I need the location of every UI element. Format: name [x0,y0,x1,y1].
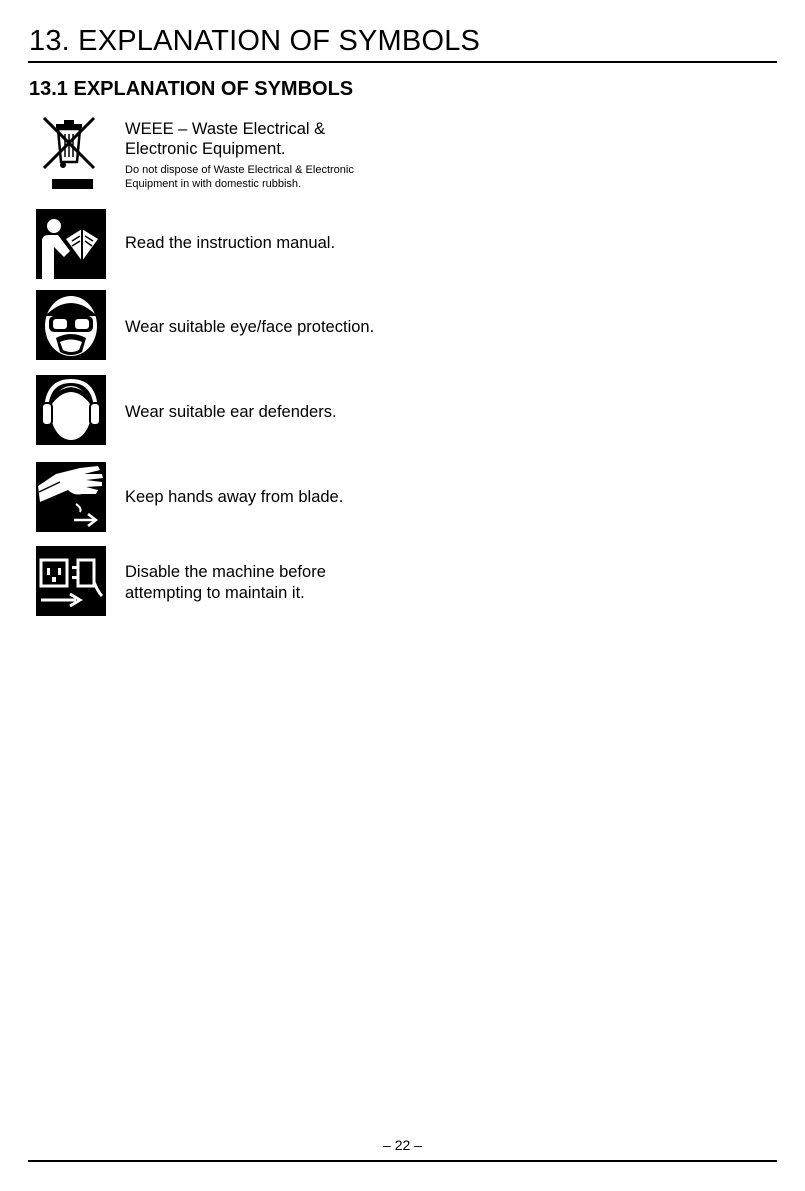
weee-title-line1: WEEE – Waste Electrical & [125,120,326,138]
page-title: 13. EXPLANATION OF SYMBOLS [29,25,481,57]
disconnect-power-icon [36,546,106,616]
title-divider [28,61,777,63]
read-manual-icon [36,209,106,279]
weee-title-line2: Electronic Equipment. [125,140,286,158]
ear-defenders-text: Wear suitable ear defenders. [125,403,337,421]
page-number: – 22 – [383,1137,422,1153]
crossed-out-wheelie-bin-icon [40,114,98,192]
eye-face-protection-icon [36,290,106,360]
weee-note-line1: Do not dispose of Waste Electrical & Electronic [125,164,354,176]
manual-text: Read the instruction manual. [125,234,336,252]
hands-away-from-blade-icon [36,462,106,532]
disable-text-line2: attempting to maintain it. [125,584,305,602]
ear-defenders-icon [36,375,106,445]
disable-text-line1: Disable the machine before [125,563,326,581]
weee-note-line2: Equipment in with domestic rubbish. [125,178,302,190]
eye-protection-text: Wear suitable eye/face protection. [125,318,375,336]
footer-divider [28,1160,777,1162]
section-title: 13.1 EXPLANATION OF SYMBOLS [29,78,354,100]
hands-away-text: Keep hands away from blade. [125,488,344,506]
